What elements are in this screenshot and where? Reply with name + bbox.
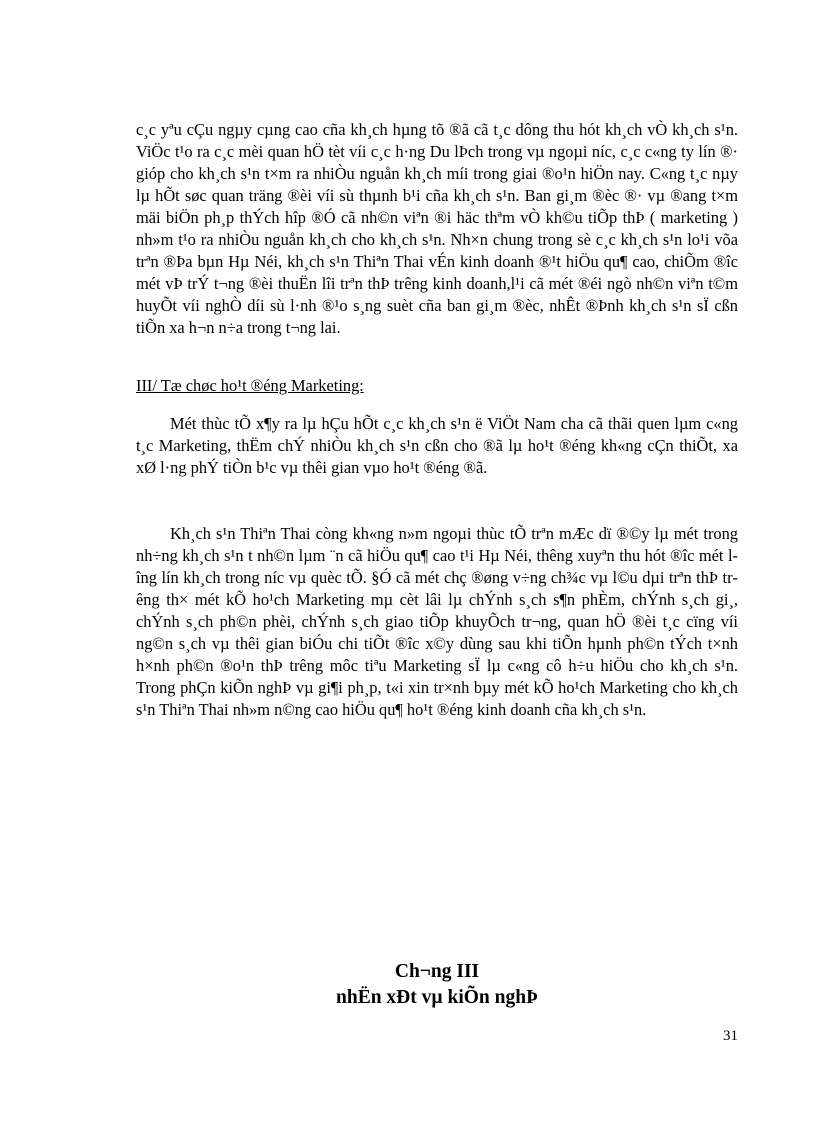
chapter-number: Ch¬ng III — [394, 961, 480, 982]
body-paragraph-intro: c¸c yªu cÇu ngµy cµng cao cña kh¸ch hµng tõ ®ã cã t¸c dông thu hót kh¸ch vÒ kh¸ch s¹n. ViÖc t¹o ra c¸c mèi quan hÖ tèt víi c¸c h·ng Du lÞch trong vµ ngoµi níc, c¸c c«ng ty lín ®· gióp cho kh¸ch s¹n t×m ra nhiÒu nguån kh¸ch míi trong giai ®o¹n hiÖn nay. C«ng t¸c nµy lµ hÕt søc quan träng ®èi víi sù thµnh b¹i cña kh¸ch s¹n. Ban gi¸m ®èc ®· vµ ®ang t×m mäi biÖn ph¸p thÝch hîp ®Ó cã nh©n viªn ®i häc thªm vÒ kh©u tiÕp thÞ ( marketing ) nh»m t¹o ra nhiÒu nguån kh¸ch cho kh¸ch s¹n. Nh×n chung trong sè c¸c kh¸ch s¹n lo¹i võa trªn ®Þa bµn Hµ Néi, kh¸ch s¹n Thiªn Thai vÉn kinh doanh ®¹t hiÖu qu¶ cao, chiÕm ®îc mét vÞ trÝ t¬ng ®èi thuËn lîi trªn thÞ trêng kinh doanh,l¹i cã mét ®éi ngò nh©n viªn t©m huyÕt víi nghÒ díi sù l·nh ®¹o s¸ng suèt cña ban gi¸m ®èc, nhÊt ®Þnh kh¸ch s¹n sÏ cßn tiÕn xa h¬n n÷a trong t¬ng lai. — [136, 120, 738, 337]
page-number: 31 — [723, 1028, 738, 1044]
section-heading: III/ Tæ chøc ho¹t ®éng Marketing: — [136, 376, 364, 395]
body-paragraph-hotel-marketing: Kh¸ch s¹n Thiªn Thai còng kh«ng n»m ngoµi thùc tÕ trªn mÆc dï ®©y lµ mét trong nh÷ng kh¸ch s¹n t nh©n lµm ¨n cã hiÖu qu¶ cao t¹i Hµ Néi, thêng xuyªn thu hót ®îc mét lîng lín kh¸ch trong níc vµ quèc tÕ. §Ó cã mét chç ®øng v÷ng ch¾c vµ l©u dµi trªn thÞ trêng th× mét kÕ ho¹ch Marketing mµ cèt lâi lµ chÝnh s¸ch s¶n phÈm, chÝnh s¸ch gi¸, chÝnh s¸ch ph©n phèi, chÝnh s¸ch giao tiÕp khuyÕch tr¬ng, quan hÖ ®èi t¸c cïng víi ng©n s¸ch vµ thêi gian biÓu chi tiÕt ®îc x©y dùng sau khi tiÕn hµnh ph©n tÝch t×nh h×nh ph©n ®o¹n thÞ trêng môc tiªu Marketing sÏ lµ c«ng cô h÷u hiÖu cho kh¸ch s¹n. Trong phÇn kiÕn nghÞ vµ gi¶i ph¸p, t«i xin tr×nh bµy mét kÕ ho¹ch Marketing cho kh¸ch s¹n Thiªn Thai nh»m n©ng cao hiÖu qu¶ ho¹t ®éng kinh doanh cña kh¸ch s¹n. — [136, 524, 738, 719]
chapter-title: nhËn xÐt vµ kiÕn nghÞ — [336, 987, 538, 1008]
body-paragraph-marketing-reality: Mét thùc tÕ x¶y ra lµ hÇu hÕt c¸c kh¸ch s¹n ë ViÖt Nam cha cã thãi quen lµm c«ng t¸c Marketing, thËm chÝ nhiÒu kh¸ch s¹n cßn cho ®ã lµ ho¹t ®éng kh«ng cÇn thiÕt, xa xØ l·ng phÝ tiÒn b¹c vµ thêi gian vµo ho¹t ®éng ®ã. — [136, 414, 738, 477]
